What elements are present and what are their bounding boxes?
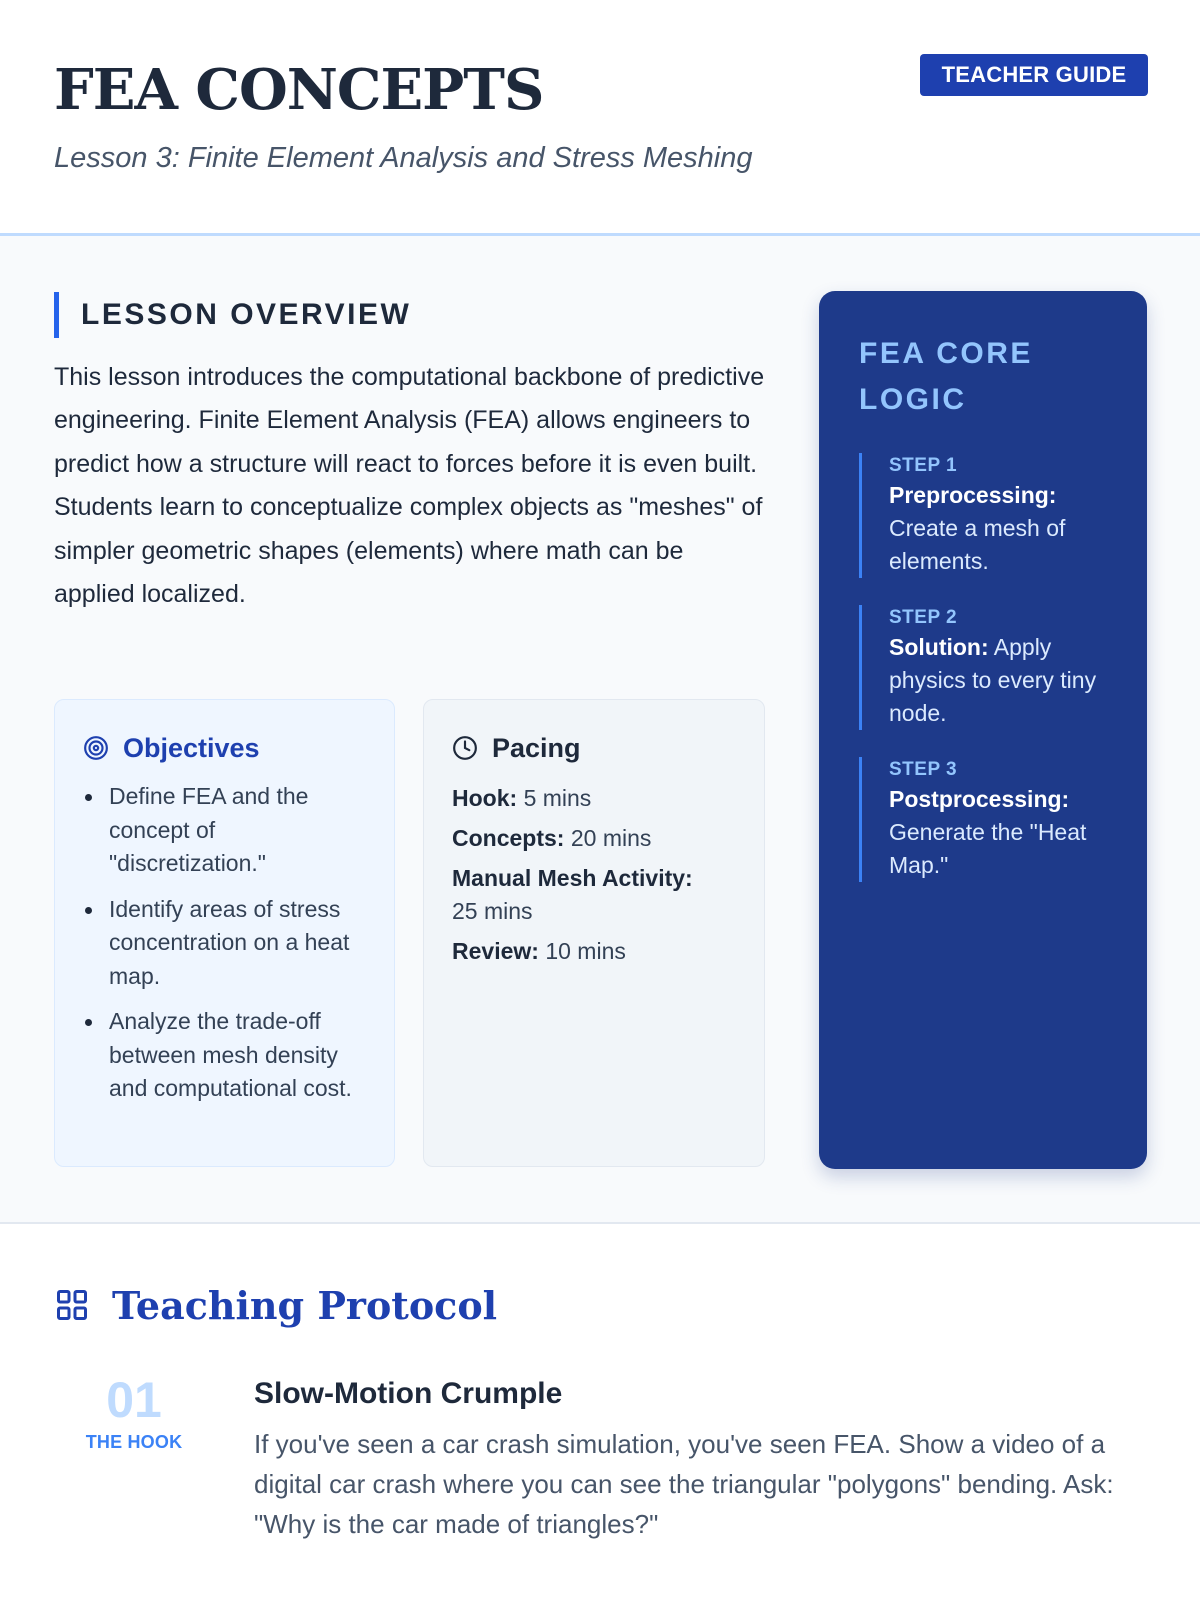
- pacing-list: [452, 782, 738, 968]
- step-text: [889, 783, 1117, 882]
- step-text: [889, 631, 1117, 730]
- core-logic-step: [859, 453, 1117, 578]
- phase-text: If you've seen a car crash simulation, you've seen FEA. Show a video of a digital car crash where you can see the triangular "polygons" bending. Ask: "Why is the car made of triangles?": [254, 1429, 1114, 1539]
- step-description: Generate the "Heat Map.": [889, 819, 1087, 878]
- step-label: STEP 2: [889, 607, 958, 628]
- phase-content: [254, 1374, 1154, 1544]
- pacing-row-value: 25 mins: [452, 898, 533, 924]
- pacing-row: [452, 935, 738, 968]
- pacing-row-value: 5 mins: [523, 785, 592, 811]
- teaching-protocol-section: [0, 1224, 1200, 1598]
- pacing-row-value: 10 mins: [545, 938, 626, 964]
- clock-icon: [452, 735, 478, 761]
- core-logic-title: FEA CORE LOGIC: [859, 337, 1033, 416]
- pacing-card: [423, 699, 765, 1167]
- grid-icon: [54, 1287, 90, 1323]
- core-logic-steps: [859, 453, 1117, 882]
- teaching-protocol-title: Teaching Protocol: [112, 1282, 498, 1328]
- core-logic-step: [859, 605, 1117, 730]
- teaching-protocol-heading: [54, 1280, 497, 1330]
- page-title: FEA CONCEPTS: [54, 57, 544, 123]
- pacing-header: [452, 730, 738, 766]
- step-text: [889, 479, 1117, 578]
- step-label: STEP 3: [889, 759, 958, 780]
- pacing-row: [452, 822, 738, 855]
- pacing-row: [452, 862, 738, 928]
- fea-core-logic-panel: [819, 291, 1147, 1169]
- step-term: Solution:: [889, 634, 989, 660]
- objective-item: Analyze the trade-off between mesh density and computational cost.: [83, 1005, 368, 1106]
- step-term: Postprocessing:: [889, 786, 1070, 812]
- pacing-row-label: Manual Mesh Activity:: [452, 865, 693, 891]
- phase-label: THE HOOK: [85, 1432, 183, 1452]
- pacing-row-label: Concepts:: [452, 825, 565, 851]
- step-label: STEP 1: [889, 455, 958, 476]
- core-logic-step: [859, 757, 1117, 882]
- lesson-overview-text: This lesson introduces the computational backbone of predictive engineering. Finite Element Analysis (FEA) allows engineers to predict how a structure will react to forces before it is even built. Students learn to conceptualize complex objects as "meshes" of simpler geometric shapes (elements) where math can be applied localized.: [54, 363, 765, 609]
- pacing-title: Pacing: [492, 732, 581, 763]
- pacing-row-label: Hook:: [452, 785, 518, 811]
- target-icon: [83, 735, 109, 761]
- phase-number: 01: [106, 1372, 162, 1428]
- lesson-overview-heading: LESSON OVERVIEW: [54, 292, 411, 338]
- objectives-card: [54, 699, 395, 1167]
- step-description: Create a mesh of elements.: [889, 515, 1066, 574]
- phase-title: Slow-Motion Crumple: [254, 1377, 563, 1410]
- objectives-header: [83, 730, 368, 766]
- page-subtitle: Lesson 3: Finite Element Analysis and Stress Meshing: [54, 142, 753, 174]
- objectives-title: Objectives: [123, 732, 260, 763]
- step-description: Apply physics to every tiny node.: [889, 634, 1097, 726]
- page-header: [0, 0, 1200, 236]
- pacing-row-value: 20 mins: [570, 825, 652, 851]
- teacher-guide-badge: TEACHER GUIDE: [920, 54, 1148, 96]
- objectives-list: [83, 780, 368, 1106]
- objective-item: Define FEA and the concept of "discretization.": [83, 780, 368, 881]
- pacing-row: [452, 782, 738, 815]
- lesson-overview-section: [0, 236, 1200, 1224]
- phase-marker: [82, 1372, 186, 1453]
- step-term: Preprocessing:: [889, 482, 1057, 508]
- pacing-row-label: Review:: [452, 938, 539, 964]
- objective-item: Identify areas of stress concentration on a heat map.: [83, 893, 368, 994]
